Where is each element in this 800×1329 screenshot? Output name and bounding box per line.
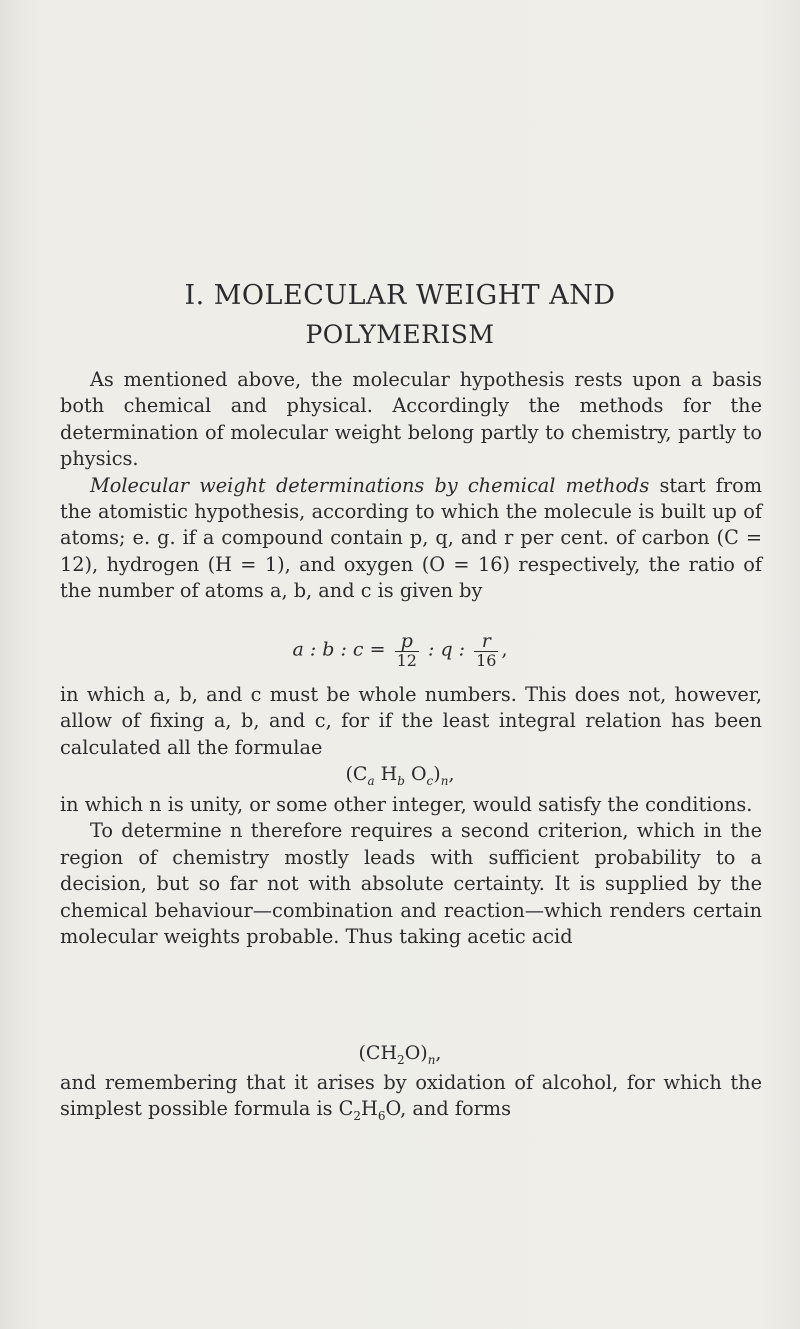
chapter-title-line1: I. MOLECULAR WEIGHT AND	[184, 280, 616, 311]
ratio-comma: ,	[501, 638, 508, 661]
ratio-formula	[0, 632, 800, 669]
fraction-denominator: 16	[476, 651, 497, 670]
fraction-p-over-12	[395, 632, 419, 669]
subscript-n: n	[440, 773, 449, 788]
intro-paragraph-block	[60, 367, 762, 605]
formula-part: ,	[448, 763, 455, 785]
ratio-mid: : q :	[428, 638, 466, 661]
fraction-r-over-16	[474, 632, 498, 669]
formula-part: H	[361, 1097, 378, 1121]
paragraph-6-text: and remembering that it arises by oxidation of alcohol, for which the simplest possible formula is C	[60, 1071, 762, 1121]
italic-lead: Molecular weight determinations by chemical methods	[90, 473, 650, 497]
paragraph-6-block	[60, 1070, 762, 1130]
fraction-numerator: p	[395, 632, 419, 652]
ratio-lhs: a : b : c =	[292, 638, 386, 661]
subscript-b: b	[397, 773, 405, 788]
chapter-title-line2: POLYMERISM	[305, 320, 495, 349]
fraction-denominator: 12	[396, 651, 417, 670]
formula-part: (CH	[358, 1042, 398, 1064]
subscript-a: a	[367, 773, 375, 788]
paragraph-2-text: start from the atomistic hypothesis, according to which the molecule is built up of atoms; e. g. if a compound contain p, q, and r per cent. of carbon (C = 12), hydrogen (H = 1), and oxygen (O = 16) respectively, the ratio of the number of atoms a, b, and c is given by	[60, 473, 762, 603]
subscript-6: 6	[377, 1109, 386, 1124]
subscript-n: n	[427, 1052, 436, 1067]
subscript-2: 2	[353, 1109, 362, 1124]
formula-part: (C	[345, 763, 368, 785]
paragraph-6-tail: O, and forms	[385, 1097, 511, 1121]
formula-part: )	[433, 763, 441, 785]
paragraph-block-main	[60, 792, 762, 950]
paragraph-6	[60, 1070, 762, 1130]
paragraph-3: in which a, b, and c must be whole numbers. This does not, however, allow of fixing a, b, and c, for if the least integral relation has been calculated all the formulae	[60, 683, 762, 759]
general-formula	[0, 765, 800, 787]
formula-part: O	[404, 763, 427, 785]
formula-part: ,	[435, 1042, 442, 1064]
acetic-acid-formula	[0, 1044, 800, 1066]
subscript-c: c	[426, 773, 434, 788]
paragraph-1: As mentioned above, the molecular hypothesis rests upon a basis both chemical and physical. Accordingly the methods for the determination of molecular weight belong partly to chemistry, partly to physics.	[60, 368, 762, 471]
fraction-numerator: r	[474, 632, 498, 652]
formula-part: O)	[404, 1042, 428, 1064]
subscript-2: 2	[397, 1052, 405, 1067]
paragraph-3-block	[60, 682, 762, 761]
paragraph-4: in which n is unity, or some other integer, would satisfy the conditions.	[60, 793, 753, 816]
paragraph-5: To determine n therefore requires a second criterion, which in the region of chemistry mostly leads with sufficient probability to a decision, but so far not with absolute certainty. It is supplied by the chemical behaviour—combination and reaction—which renders certain molecular weights probable. Thus taking acetic acid	[60, 819, 762, 949]
paragraph-2	[60, 473, 762, 605]
formula-part: H	[374, 763, 398, 785]
